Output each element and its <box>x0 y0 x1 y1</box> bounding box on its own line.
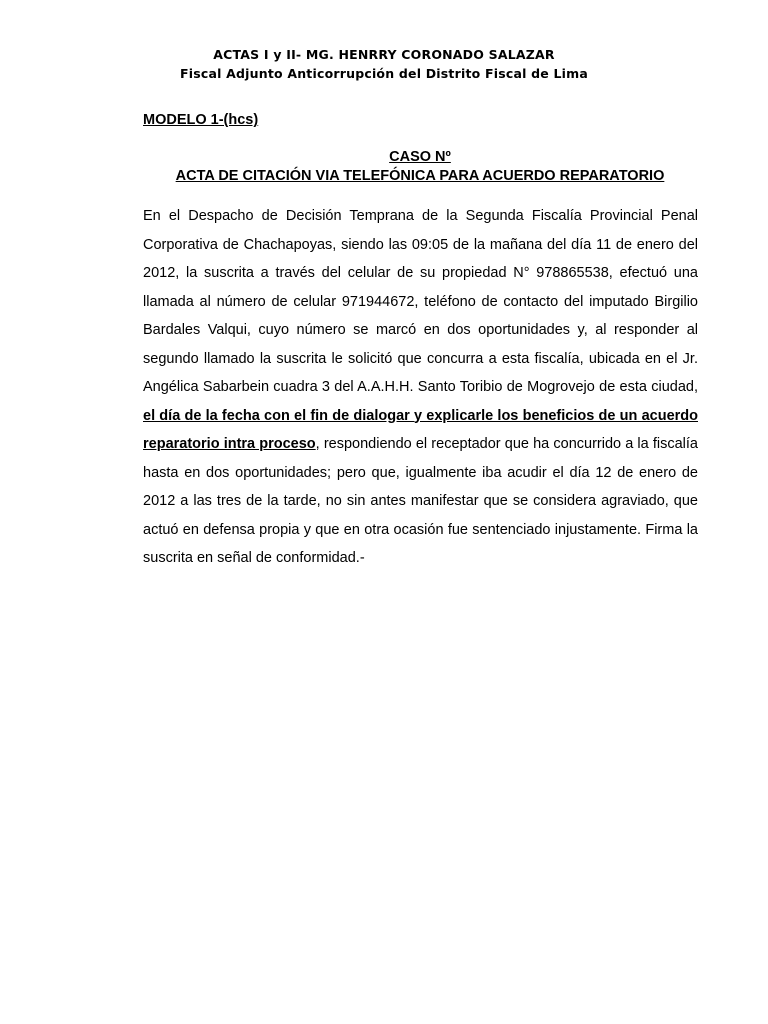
body-text-part2: , respondiendo el receptador que ha concurrido a la fiscalía hasta en dos oportunidades; pero que, igualmente iba acudir el día 12 de enero de 2012 a las tres de la tarde, no sin antes manifestar que se considera agraviado, que actuó en defensa propia y que en otra ocasión fue sentenciado injustamente. Firma la suscrita en señal de conformidad.- <box>143 436 698 566</box>
body-paragraph <box>143 202 698 573</box>
case-number-heading: CASO Nº <box>389 149 451 165</box>
header-office-line: Fiscal Adjunto Anticorrupción del Distrito Fiscal de Lima <box>179 66 589 81</box>
document-title: ACTA DE CITACIÓN VIA TELEFÓNICA PARA ACUERDO REPARATORIO <box>175 168 665 184</box>
body-emphasis-text: el día de la fecha con el fin de dialogar y explicarle los beneficios de un acuerdo reparatorio intra proceso <box>143 407 698 452</box>
body-text-part1: En el Despacho de Decisión Temprana de la Segunda Fiscalía Provincial Penal Corporativa de Chachapoyas, siendo las 09:05 de la mañana del día 11 de enero del 2012, la suscrita a través del celular de su propiedad N° 978865538, efectuó una llamada al número de celular 971944672, teléfono de contacto del imputado Birgilio Bardales Valqui, cuyo número se marcó en dos oportunidades y, al responder al segundo llamado la suscrita le solicitó que concurra a esta fiscalía, ubicada en el Jr. Angélica Sabarbein cuadra 3 del A.A.H.H. Santo Toribio de Mogrovejo de esta ciudad, <box>143 208 698 395</box>
header-author-line: ACTAS I y II- MG. HENRRY CORONADO SALAZAR <box>213 47 555 62</box>
model-label: MODELO 1-(hcs) <box>143 112 259 128</box>
